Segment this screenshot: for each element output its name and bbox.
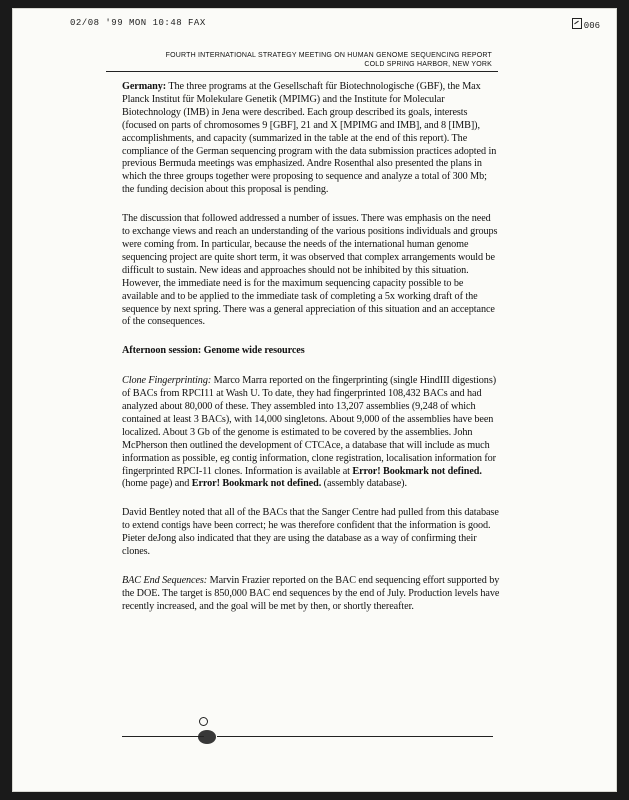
footer-rule-right (217, 736, 493, 737)
clone-fingerprinting-label: Clone Fingerprinting: (122, 375, 212, 387)
bac-end-label: BAC End Sequences: (122, 575, 208, 586)
germany-text: The three programs at the Gesellschaft für Biotechnologische (GBF), the Max Planck Institut für Molekulare Genetik (MPIMG) and the Institute for Molecular Biotechnology (IMB) in Jena were described. Each group described its goals, interests (focused on parts of chromosomes 9 [GBF], 21 and X [MPIMG and IMB], and 8 [IMB]), accomplishments, and capacity (summarized in the table at the end of this report). The compliance of the German sequencing program with the data submission practices adopted in previous Bermuda meetings was emphasized. Andre Rosenthal also presented the plans in which the three groups together were proposing to sequence and analyze a total of 300 Mb; the funding decision about this proposal is pending. (122, 81, 497, 196)
clone-fingerprinting-end: (assembly database). (323, 478, 407, 490)
fax-page-indicator (572, 18, 600, 31)
fax-page-number: 006 (583, 21, 600, 31)
bac-end-text: Marvin Frazier reported on the BAC end sequencing effort supported by the DOE. The target is 850,000 BAC end sequences by the end of July. Production levels have recently increased, and the goal will be met by then, or shortly thereafter. (122, 575, 500, 612)
footer-ink-mark (198, 730, 216, 744)
report-header-location: COLD SPRING HARBOR, NEW YORK (364, 61, 492, 68)
bac-end-paragraph (122, 575, 500, 614)
germany-label: Germany: (122, 81, 167, 92)
clone-fingerprinting-text: Marco Marra reported on the fingerprinting (single HindIII digestions) of BACs from RPCI11 at Wash U. To date, they had fingerprinted 108,432 BACs and had analyzed about 80,000 of these. They assembled into 13,207 assemblies (9,248 of which contained at least 3 BACs), with 14,000 singletons. About 9,000 of the assemblies have been localized. About 3 Gb of the genome is estimated to be covered by the assemblies. John McPherson then outlined the development of CTCAce, a database that will include as much information as possible, eg contig information, clone registration, localisation information for fingerprinted RPCI-11 clones. Information is available at (122, 375, 497, 477)
bookmark-error-home: Error! Bookmark not defined. (352, 465, 482, 477)
report-header-title: FOURTH INTERNATIONAL STRATEGY MEETING ON HUMAN GENOME SEQUENCING REPORT (165, 52, 492, 59)
report-body (122, 81, 500, 630)
bentley-text: David Bentley noted that all of the BACs that the Sanger Centre had pulled from this database to extend contigs have been correct; he was therefore confident that the information is good. Pieter deJong also indicated that they are using the database as a way of confirming their clones. (122, 507, 499, 558)
header-rule (106, 71, 498, 72)
bentley-paragraph (122, 507, 500, 559)
fax-header (70, 18, 600, 32)
bookmark-error-assembly: Error! Bookmark not defined. (191, 478, 322, 490)
fax-datetime: 02/08 '99 MON 10:48 FAX (70, 18, 206, 28)
footer-rule-left (122, 736, 204, 737)
report-header (162, 51, 492, 69)
germany-paragraph (122, 81, 500, 197)
discussion-text: The discussion that followed addressed a number of issues. There was emphasis on the need to exchange views and reach an understanding of the various positions individuals and groups were coming from. In particular, because the needs of the international human genome sequencing project are quite short term, it was observed that complex arrangements would be difficult to sustain. New ideas and approaches should not be inhibited by this situation. However, the immediate need is for the maximum sequencing capacity possible to be available and to be applied to the immediate task of completing a 5x working draft of the sequence by next spring. There was a general appreciation of this situation and an acceptance of the consequences. (122, 213, 498, 328)
clone-fingerprinting-mid: (home page) and (122, 478, 190, 490)
afternoon-session-heading: Afternoon session: Genome wide resources (122, 345, 305, 357)
footer-circle-mark (199, 717, 208, 726)
fax-page-icon (572, 18, 582, 29)
clone-fingerprinting-paragraph (122, 375, 500, 491)
document-page (12, 8, 617, 792)
discussion-paragraph (122, 213, 500, 329)
